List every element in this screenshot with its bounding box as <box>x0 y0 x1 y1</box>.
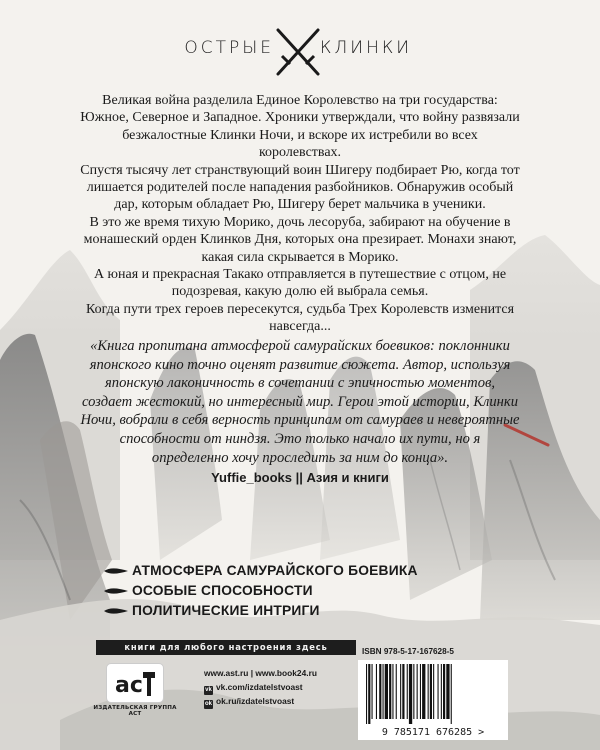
barcode-bar <box>396 664 397 719</box>
synopsis-paragraph: В это же время тихую Морико, дочь лесоруба, забирают на обучение в монашеский орден Клинков Дня, которых она презирает. Монахи знают, какая сила скрывается в Морико. <box>83 214 517 265</box>
barcode-bar <box>376 664 377 719</box>
vk-link[interactable] <box>204 680 349 694</box>
barcode-bar <box>366 664 367 724</box>
crossed-swords-icon <box>270 24 326 80</box>
synopsis-paragraph: Когда пути трех героев пересекутся, судьба Трех Королевств изменится навсегда... <box>85 301 515 335</box>
barcode-bar <box>368 664 370 724</box>
website-links[interactable]: www.ast.ru | www.book24.ru <box>204 668 317 678</box>
barcode-bar <box>433 664 434 719</box>
feature-label: ОСОБЫЕ СПОСОБНОСТИ <box>132 583 313 598</box>
barcode-bar <box>417 664 418 719</box>
barcode-bars <box>364 664 502 724</box>
synopsis-paragraph: Великая война разделила Единое Королевство на три государства: Южное, Северное и Западное. Хроники утверждали, что войну развязали безжалостные Клинки Ночи, и вскоре их истребили во всех королевствах. <box>80 93 520 161</box>
barcode-bar <box>451 664 452 724</box>
barcode-bar <box>443 664 445 719</box>
series-header <box>0 24 600 80</box>
barcode-bar <box>372 664 373 719</box>
ok-link[interactable] <box>204 694 349 708</box>
review-text: «Книга пропитана атмосферой самурайских боевиков: поклонники японского кино точно оценят развитие сюжета. Автор, используя японскую лаконичность в сочетании с эпичностью моментов, создает жестокий, но интересный мир. Герои этой истории, Клинки Ночи, вобрали в себя верность принципам от самураев и невероятные способности от ниндзя. Это только начало их пути, но я определенно хочу проследить за ним до конца». <box>80 338 520 466</box>
barcode-bar <box>392 664 393 719</box>
brush-stroke-icon <box>104 606 128 616</box>
review-author: Yuffie_books || Азия и книги <box>211 470 389 486</box>
publisher-block <box>90 663 180 719</box>
feature-label: ПОЛИТИЧЕСКИЕ ИНТРИГИ <box>132 603 320 618</box>
svg-text:ac: ac <box>115 673 143 698</box>
barcode-bar <box>409 664 412 724</box>
barcode-bar <box>389 664 391 719</box>
synopsis-paragraph: А юная и прекрасная Такако отправляется в путешествие с отцом, не подозревая, какую долю ей выбрала семья. <box>93 267 507 300</box>
isbn-text: ISBN 978-5-17-167628-5 <box>362 647 454 656</box>
ok-link-text: ok.ru/izdatelstvoast <box>216 696 295 706</box>
series-title-left: ОСТРЫЕ <box>184 38 274 58</box>
barcode-bar <box>420 664 421 719</box>
barcode-bar <box>446 664 449 719</box>
feature-label: АТМОСФЕРА САМУРАЙСКОГО БОЕВИКА <box>132 563 418 578</box>
feature-item <box>104 581 424 601</box>
publisher-name: ИЗДАТЕЛЬСКАЯ ГРУППА АСТ <box>93 705 177 717</box>
brush-stroke-icon <box>104 586 128 596</box>
barcode-bar <box>422 664 425 719</box>
barcode-bar <box>383 664 384 719</box>
barcode <box>358 660 508 740</box>
barcode-bar <box>413 664 414 719</box>
feature-item <box>104 601 424 621</box>
vk-link-text: vk.com/izdatelstvoast <box>216 682 303 692</box>
barcode-bar <box>438 664 439 719</box>
barcode-bar <box>407 664 408 719</box>
barcode-bar <box>400 664 401 719</box>
barcode-bar <box>428 664 429 719</box>
synopsis <box>80 92 520 336</box>
publisher-links <box>204 666 349 708</box>
barcode-bar <box>402 664 404 719</box>
review-quote <box>80 337 520 488</box>
barcode-digits: 9 785171 676285 > <box>381 727 485 738</box>
vk-icon: vk <box>205 687 212 693</box>
feature-list <box>104 561 424 621</box>
barcode-block <box>358 647 508 741</box>
barcode-bar <box>385 664 388 719</box>
tagline-bar: книги для любого настроения здесь <box>96 640 356 655</box>
series-title-right: КЛИНКИ <box>320 38 413 58</box>
synopsis-paragraph: Спустя тысячу лет странствующий воин Шигеру подбирает Рю, когда тот лишается родителей после нападения разбойников. Обнаружив особый дар, которым обладает Рю, Шигеру берет мальчика в ученики. <box>80 162 520 213</box>
brush-stroke-icon <box>104 566 128 576</box>
barcode-bar <box>430 664 432 719</box>
barcode-bar <box>441 664 442 719</box>
ast-logo-icon <box>106 663 164 703</box>
ok-icon: ok <box>204 701 212 707</box>
barcode-bar <box>379 664 381 719</box>
feature-item <box>104 561 424 581</box>
